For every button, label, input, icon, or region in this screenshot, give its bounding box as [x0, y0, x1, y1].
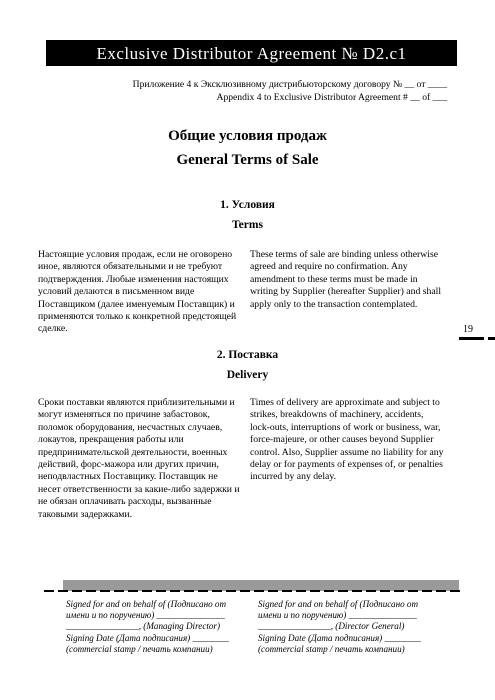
page-marker-tail	[488, 337, 495, 340]
section-1-heading-en: Terms	[232, 219, 263, 231]
document-header-title: Exclusive Distributor Agreement № D2.c1	[96, 44, 407, 63]
section-1-text-en: These terms of sale are binding unless otherwise agreed and require no confirmation. Any amendment to these terms must be made in writing by Supplier (hereafter Supplier) and shall apply only to the transaction contemplated.	[250, 249, 442, 310]
signature-left-line5: (commercial stamp / печать компании)	[66, 643, 213, 654]
page-number: 19	[463, 324, 473, 335]
appendix-line-en: Appendix 4 to Exclusive Distributor Agreement # __ of ___	[216, 91, 447, 103]
signature-right-line4: Signing Date (Дата подписания) ________	[258, 632, 421, 643]
section-1-text-ru: Настоящие условия продаж, если не оговорено иное, являются обязательными и не требуют подтверждения. Любые изменения настоящих условий делаются в письменном виде Поставщиком (далее именуемым Поставщик) и применяются только к конкретной предстоящей сделке.	[38, 249, 237, 335]
signature-left-line4: Signing Date (Дата подписания) ________	[66, 632, 229, 643]
signature-left-line3: ________________, (Managing Director)	[66, 621, 220, 632]
signature-dashed-line	[44, 590, 464, 592]
section-2-heading-en: Delivery	[226, 369, 269, 381]
document-header-bar	[46, 40, 457, 66]
section-2-text-en: Times of delivery are approximate and subject to strikes, breakdowns of machinery, accidents, lock-outs, interruptions of work or business, war, force-majeure, or other causes beyond Supplier control. Also, Supplier assume no liability for any delay or for payments of expenses of, or penalties incurred by any delay.	[250, 397, 444, 483]
signature-block-left	[66, 599, 229, 655]
page-marker	[459, 337, 484, 340]
signature-left-line1: Signed for and on behalf of (Подписано от	[66, 599, 227, 609]
doc-title-en: General Terms of Sale	[176, 152, 319, 168]
signature-block-right	[258, 599, 421, 655]
appendix-reference	[87, 79, 447, 104]
signature-right-line3: ________________, (Director General)	[258, 621, 405, 632]
signature-right-line5: (commercial stamp / печать компании)	[258, 643, 405, 654]
signature-left-line2: имени и по поручению) _______________	[66, 610, 225, 621]
signature-right-line1: Signed for and on behalf of (Подписано от	[258, 599, 419, 609]
section-1-heading-ru: 1. Условия	[220, 199, 275, 211]
signature-right-line2: имени и по поручению) _______________	[258, 610, 417, 621]
section-2-heading-ru: 2. Поставка	[216, 349, 279, 361]
doc-title-ru: Общие условия продаж	[168, 128, 327, 144]
section-2-text-ru: Сроки поставки являются приблизительными и могут изменяться по причине забастовок, поломок оборудования, несчастных случаев, локаутов, прекращения работы или предпринимательской деятельности, военных действий, форс-мажора или других причин, неподвластных Поставщику. Поставщик не несет ответственности за какие-либо задержки и не обязан оплачивать расходы, вызванные таковыми задержками.	[38, 397, 240, 520]
appendix-line-ru: Приложение 4 к Эксклюзивному дистрибьюторскому договору № __ от ____	[132, 79, 447, 90]
